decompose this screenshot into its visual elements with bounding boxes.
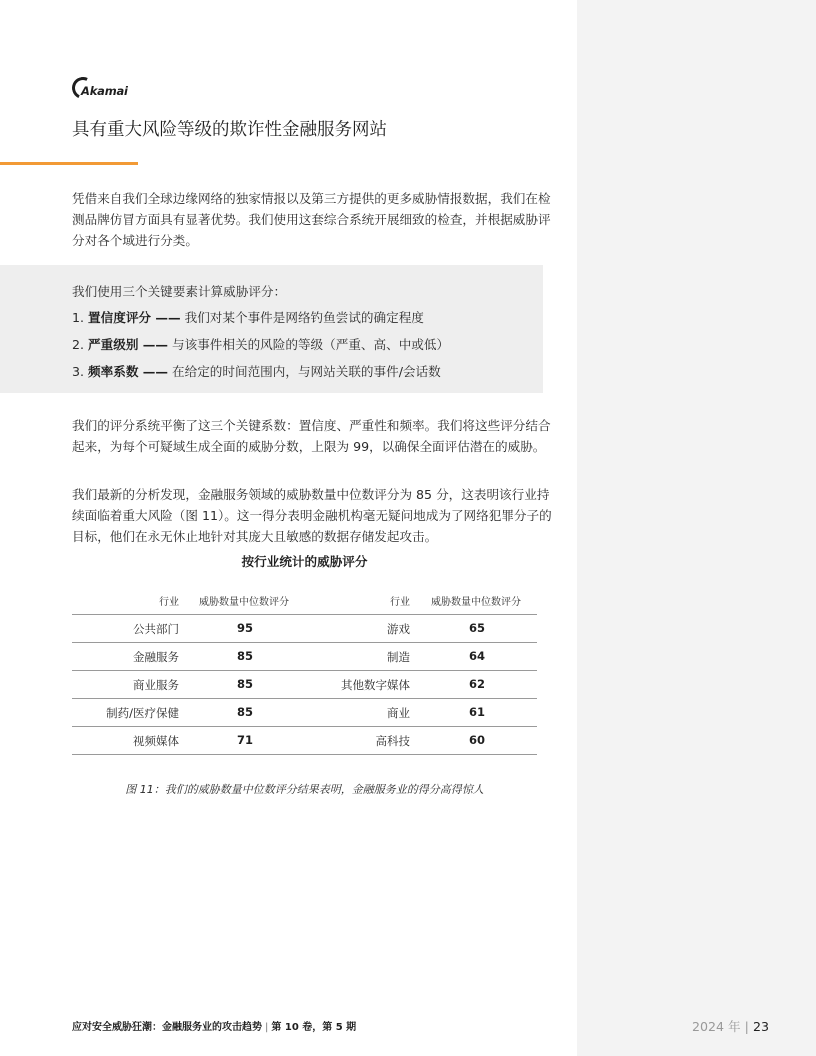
score-cell: 64 bbox=[469, 649, 486, 663]
footer-report-name: 应对安全威胁狂潮：金融服务业的攻击趋势 bbox=[72, 1022, 262, 1033]
item-term: 严重级别 —— bbox=[88, 337, 168, 352]
industry-cell: 高科技 bbox=[375, 734, 410, 748]
score-cell: 60 bbox=[469, 733, 486, 747]
footer-separator: | bbox=[265, 1022, 269, 1033]
footer-page-separator: | bbox=[744, 1019, 749, 1034]
industry-cell: 制药/医疗保健 bbox=[106, 706, 179, 720]
callout-item-confidence bbox=[72, 307, 424, 326]
footer-year: 2024 年 bbox=[692, 1019, 741, 1034]
page-title: 具有重大风险等级的欺诈性金融服务网站 bbox=[72, 120, 387, 140]
industry-cell: 其他数字媒体 bbox=[341, 678, 410, 692]
score-cell: 85 bbox=[237, 677, 254, 691]
title-accent-rule bbox=[0, 162, 138, 165]
industry-cell: 商业 bbox=[387, 706, 410, 720]
score-cell: 95 bbox=[237, 621, 254, 635]
item-term: 频率系数 —— bbox=[88, 364, 168, 379]
item-term: 置信度评分 —— bbox=[88, 310, 181, 325]
item-desc: 在给定的时间范围内，与网站关联的事件/会话数 bbox=[168, 364, 441, 379]
item-number: 2. bbox=[72, 337, 85, 352]
intro-paragraph: 凭借来自我们全球边缘网络的独家情报以及第三方提供的更多威胁情报数据，我们在检测品牌仿冒方面具有显著优势。我们使用这套综合系统开展细致的检查，并根据威胁评分对各个域进行分类。 bbox=[72, 191, 551, 248]
table-row bbox=[72, 671, 537, 699]
industry-cell: 金融服务 bbox=[133, 650, 179, 664]
industry-cell: 游戏 bbox=[387, 622, 410, 636]
score-cell: 62 bbox=[469, 677, 486, 691]
industry-cell: 制造 bbox=[387, 650, 410, 664]
footer-issue: 第 10 卷，第 5 期 bbox=[271, 1022, 357, 1033]
item-number: 1. bbox=[72, 310, 85, 325]
page-number: 23 bbox=[752, 1019, 769, 1034]
analysis-paragraph: 我们最新的分析发现，金融服务领域的威胁数量中位数评分为 85 分，这表明该行业持续面临着重大风险（图 11）。这一得分表明金融机构毫无疑问地成为了网络犯罪分子的目标，他们在永无休止地针对其庞大且敏感的数据存储发起攻击。 bbox=[72, 487, 552, 544]
footer-page-info bbox=[692, 1016, 769, 1035]
header-score-left: 威胁数量中位数评分 bbox=[199, 597, 289, 608]
callout-item-frequency bbox=[72, 361, 441, 380]
industry-cell: 视频媒体 bbox=[133, 734, 179, 748]
item-desc: 我们对某个事件是网络钓鱼尝试的确定程度 bbox=[180, 310, 424, 325]
footer-report-title bbox=[72, 1018, 356, 1033]
table-row bbox=[72, 727, 537, 755]
header-industry-left: 行业 bbox=[159, 597, 179, 608]
industry-cell: 商业服务 bbox=[133, 678, 179, 692]
callout-item-severity bbox=[72, 334, 449, 353]
table-row bbox=[72, 615, 537, 643]
callout-intro: 我们使用三个关键要素计算威胁评分： bbox=[72, 284, 287, 299]
industry-cell: 公共部门 bbox=[133, 622, 179, 636]
score-cell: 85 bbox=[237, 705, 254, 719]
table-title: 按行业统计的威胁评分 bbox=[241, 554, 368, 569]
header-industry-right: 行业 bbox=[390, 597, 410, 608]
threat-score-table bbox=[72, 590, 537, 755]
score-cell: 85 bbox=[237, 649, 254, 663]
score-cell: 71 bbox=[237, 733, 254, 747]
table-row bbox=[72, 643, 537, 671]
score-cell: 61 bbox=[469, 705, 486, 719]
right-margin-panel bbox=[577, 0, 816, 1056]
akamai-logo bbox=[72, 77, 132, 101]
table-row bbox=[72, 699, 537, 727]
logo-text: Akamai bbox=[81, 84, 128, 98]
header-score-right: 威胁数量中位数评分 bbox=[431, 597, 521, 608]
figure-caption: 图 11：我们的威胁数量中位数评分结果表明，金融服务业的得分高得惊人 bbox=[125, 783, 484, 796]
item-desc: 与该事件相关的风险的等级（严重、高、中或低） bbox=[168, 337, 450, 352]
scoring-paragraph: 我们的评分系统平衡了这三个关键系数：置信度、严重性和频率。我们将这些评分结合起来，为每个可疑域生成全面的威胁分数，上限为 99，以确保全面评估潜在的威胁。 bbox=[72, 418, 551, 454]
score-cell: 65 bbox=[469, 621, 486, 635]
table-header-row bbox=[72, 590, 537, 615]
item-number: 3. bbox=[72, 364, 85, 379]
